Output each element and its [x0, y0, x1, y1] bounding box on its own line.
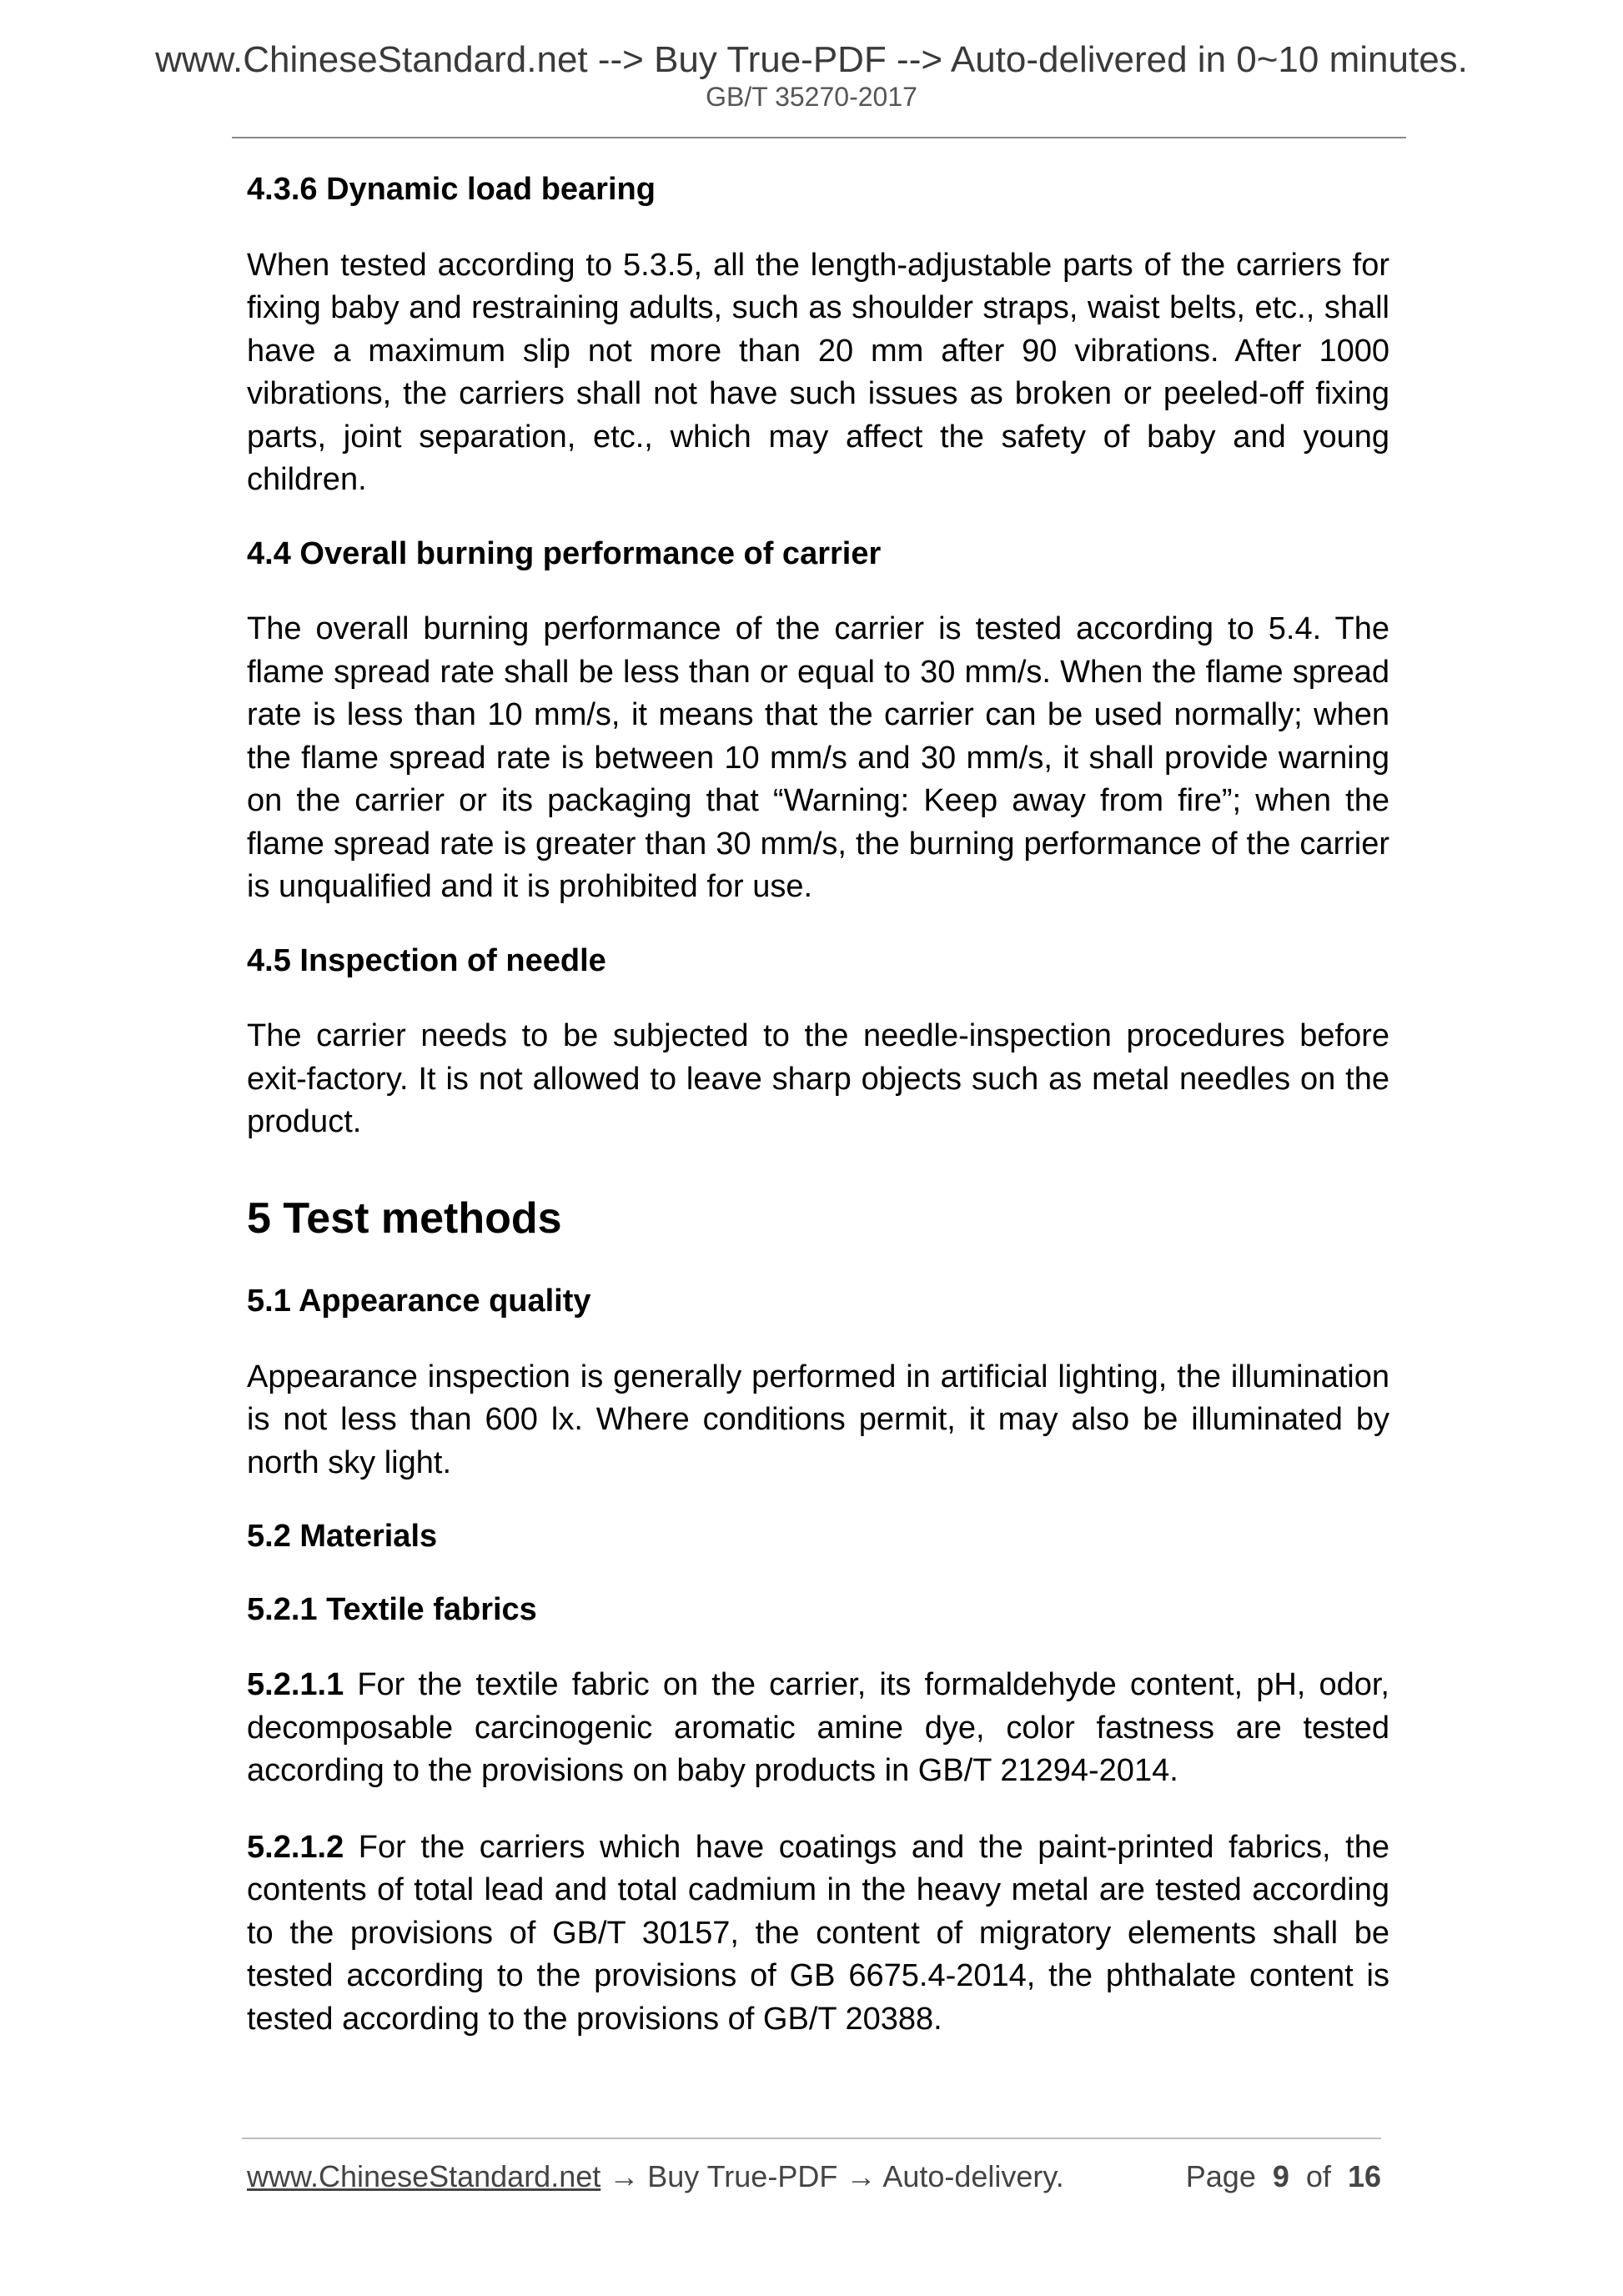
section-5-2-1-2-text: For the carriers which have coatings and the paint-printed fabrics, the contents of total lead and total cadmium in the heavy metal are tested according to the provisions of GB/T 30157, the content of migratory elements shall be tested according to the provisions of GB 6675.4-2014, the phthalate content is tested according to the provisions of GB/T 20388.	[247, 1829, 1389, 2037]
page-total: 16	[1347, 2159, 1381, 2193]
section-5-1-heading: 5.1 Appearance quality	[247, 1284, 591, 1319]
section-5-2-1-2-number: 5.2.1.2	[247, 1829, 344, 1865]
standard-code: GB/T 35270-2017	[706, 82, 917, 112]
section-4-4-heading: 4.4 Overall burning performance of carrier	[247, 535, 882, 571]
section-5-2-1-1-text: For the textile fabric on the carrier, its formaldehyde content, pH, odor, decomposable carcinogenic aromatic amine dye, color fastness are tested according to the provisions on baby products in GB/T 21294-2014.	[247, 1667, 1389, 1789]
section-5-2-1-heading: 5.2.1 Textile fabrics	[247, 1591, 537, 1627]
footer-tagline: → Buy True-PDF → Auto-delivery.	[600, 2159, 1064, 2193]
page-footer	[247, 2159, 1381, 2193]
section-4-5-paragraph: The carrier needs to be subjected to the needle-inspection procedures before exit-factory. It is not allowed to leave sharp objects such as metal needles on the product.	[247, 1018, 1389, 1140]
section-5-2-1-1-number: 5.2.1.1	[247, 1667, 344, 1703]
page-indicator	[1185, 2159, 1381, 2193]
section-5-2-1-1-paragraph	[247, 1664, 1389, 1793]
chapter-5-heading: 5 Test methods	[247, 1193, 562, 1243]
site-banner: www.ChineseStandard.net --> Buy True-PDF --> Auto-delivered in 0~10 minutes.	[155, 39, 1468, 80]
of-label: of	[1305, 2159, 1331, 2193]
section-4-5-heading: 4.5 Inspection of needle	[247, 942, 606, 978]
header-divider	[232, 137, 1406, 138]
section-4-4-paragraph: The overall burning performance of the carrier is tested according to 5.4. The flame spread rate shall be less than or equal to 30 mm/s. When the flame spread rate is less than 10 mm/s, it means that the carrier can be used normally; when the flame spread rate is between 10 mm/s and 30 mm/s, it shall provide warning on the carrier or its packaging that “Warning: Keep away from fire”; when the flame spread rate is greater than 30 mm/s, the burning performance of the carrier is unqualified and it is prohibited for use.	[247, 611, 1389, 905]
page-number: 9	[1272, 2159, 1289, 2193]
section-5-2-1-2-paragraph	[247, 1826, 1389, 2042]
section-5-1-paragraph: Appearance inspection is generally performed in artificial lighting, the illumination is not less than 600 lx. Where conditions permit, it may also be illuminated by north sky light.	[247, 1359, 1389, 1480]
footer-site-link[interactable]: www.ChineseStandard.net	[247, 2159, 601, 2193]
footer-divider	[242, 2138, 1381, 2139]
section-4-3-6-heading: 4.3.6 Dynamic load bearing	[247, 172, 656, 207]
page-label: Page	[1185, 2159, 1256, 2193]
section-4-3-6-paragraph: When tested according to 5.3.5, all the length-adjustable parts of the carriers for fixing baby and restraining adults, such as shoulder straps, waist belts, etc., shall have a maximum slip not more than 20 mm after 90 vibrations. After 1000 vibrations, the carriers shall not have such issues as broken or peeled-off fixing parts, joint separation, etc., which may affect the safety of baby and young children.	[247, 247, 1389, 498]
page-content	[247, 171, 1389, 2074]
section-5-2-heading: 5.2 Materials	[247, 1519, 438, 1555]
